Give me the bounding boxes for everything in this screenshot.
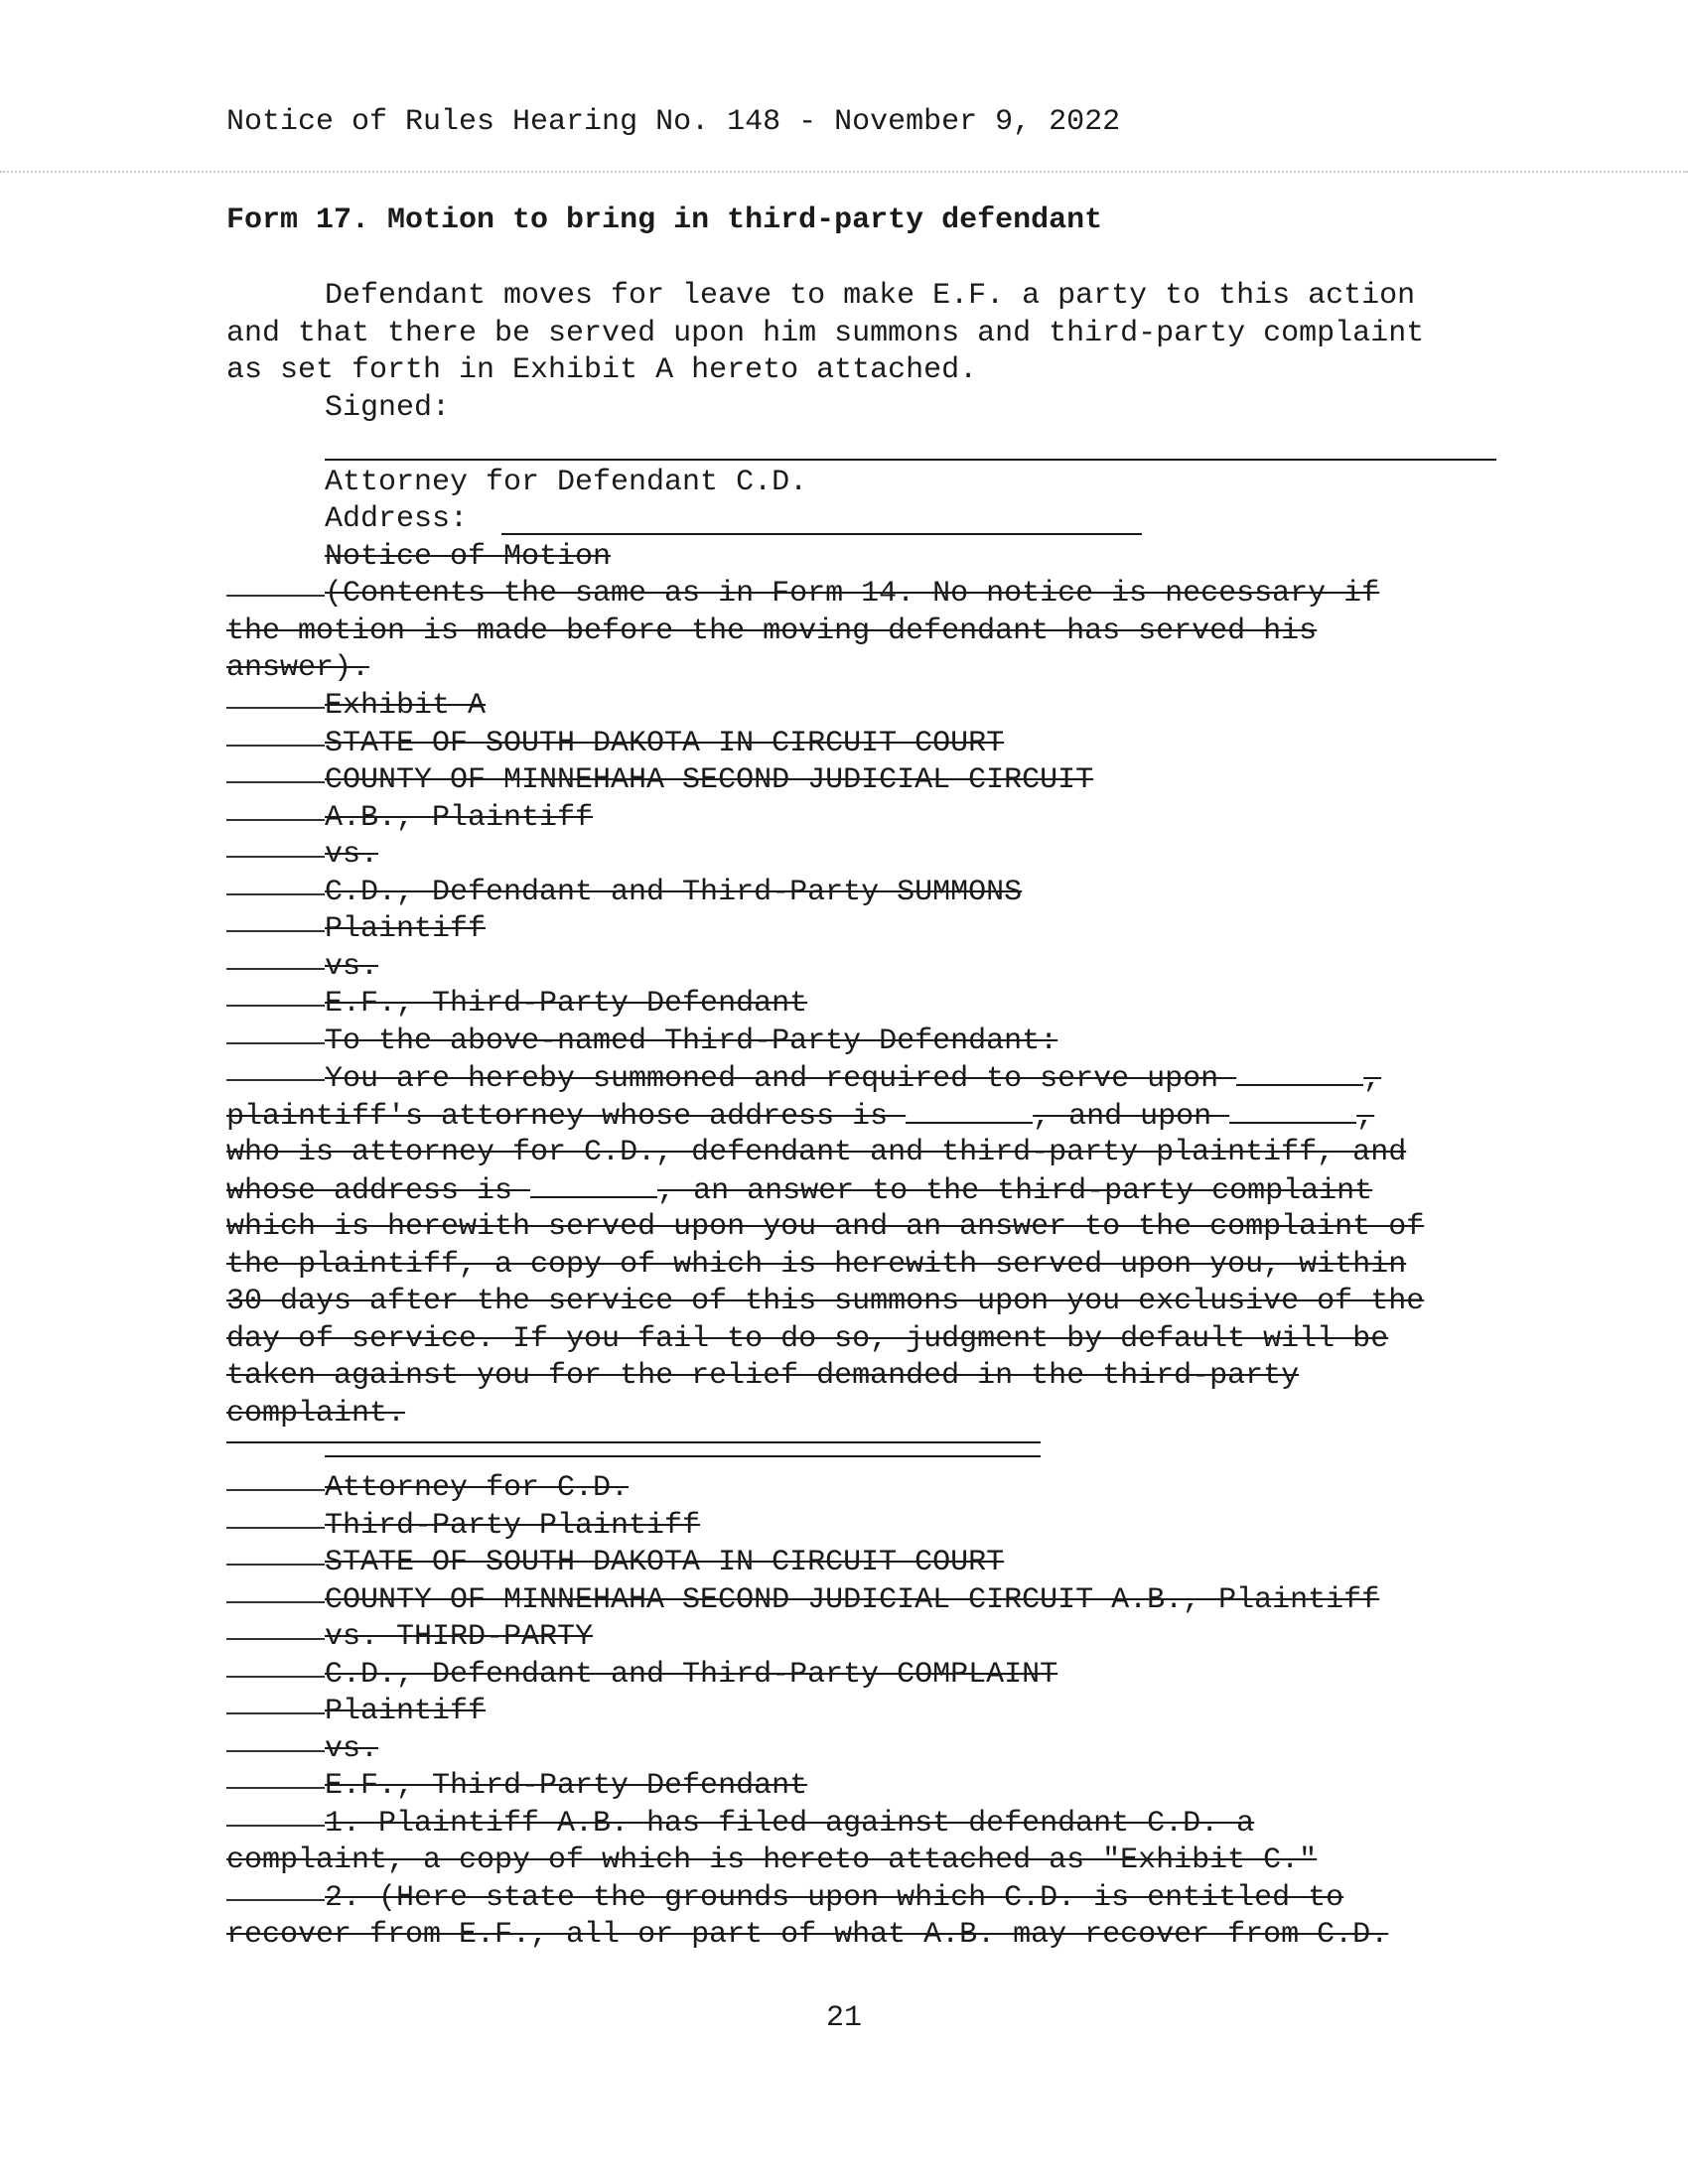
attorney-for-cd: Attorney for C.D. — [325, 1471, 630, 1505]
summons-line-4-end: , an answer to the third-party complaint — [657, 1174, 1373, 1208]
to-above-named: To the above-named Third-Party Defendant: — [325, 1024, 1058, 1058]
contents-line-2: the motion is made before the moving defendant has served his — [226, 614, 1318, 648]
exhibit-a-label: Exhibit A — [325, 689, 487, 723]
signature-line-cd — [226, 1441, 1041, 1443]
page-header: Notice of Rules Hearing No. 148 - November 9, 2022 — [226, 105, 1121, 139]
summons-line-1-text: You are hereby summoned and required to serve upon — [325, 1062, 1237, 1096]
indent-dash — [226, 1825, 325, 1827]
signed-label: Signed: — [325, 391, 451, 425]
motion-line-1: Defendant moves for leave to make E.F. a party to this action — [325, 279, 1416, 313]
county-caption-2: COUNTY OF MINNEHAHA SECOND JUDICIAL CIRCUIT A.B., Plaintiff — [325, 1583, 1380, 1617]
court-caption-1: STATE OF SOUTH DAKOTA IN CIRCUIT COURT — [325, 727, 1005, 760]
motion-line-2: and that there be served upon him summons and third-party complaint — [226, 317, 1425, 350]
signature-line-cd-2 — [325, 1455, 1041, 1457]
summons-line-8: day of service. If you fail to do so, judgment by default will be — [226, 1322, 1389, 1356]
indent-dash — [226, 1676, 325, 1678]
paragraph-1-line-1: 1. Plaintiff A.B. has filed against defendant C.D. a — [325, 1807, 1255, 1841]
indent-dash — [226, 1005, 325, 1007]
form-title: Form 17. Motion to bring in third-party defendant — [226, 204, 1103, 237]
page-number: 21 — [825, 2001, 862, 2035]
vs-2: vs. — [325, 950, 379, 984]
vs-third-party: vs. THIRD-PARTY — [325, 1620, 594, 1654]
vs-1: vs. — [325, 838, 379, 872]
indent-dash — [226, 1489, 325, 1491]
paragraph-2-line-1: 2. (Here state the grounds upon which C.D. is entitled to — [325, 1881, 1344, 1915]
indent-dash — [226, 745, 325, 747]
indent-dash — [226, 819, 325, 821]
signature-line — [325, 459, 1496, 461]
indent-dash — [226, 1638, 325, 1640]
summons-line-3: who is attorney for C.D., defendant and third-party plaintiff, and — [226, 1136, 1407, 1169]
vs-3: vs. — [325, 1732, 379, 1766]
indent-dash — [226, 968, 325, 970]
indent-dash — [226, 1042, 325, 1044]
indent-dash — [226, 1899, 325, 1901]
indent-dash — [226, 1712, 325, 1714]
indent-dash — [226, 595, 325, 597]
paragraph-2-line-2: recover from E.F., all or part of what A.B. may recover from C.D. — [226, 1918, 1389, 1952]
indent-dash — [226, 1750, 325, 1752]
summons-line-5: which is herewith served upon you and an answer to the complaint of — [226, 1210, 1425, 1244]
plaintiff-2: Plaintiff — [325, 1695, 487, 1728]
comma: , — [1363, 1062, 1382, 1096]
plaintiff-1: Plaintiff — [325, 912, 487, 946]
summons-line-6: the plaintiff, a copy of which is herewith served upon you, within — [226, 1248, 1407, 1282]
indent-dash — [226, 930, 325, 932]
summons-line-2-text: plaintiff's attorney whose address is — [226, 1100, 907, 1134]
ef-defendant-1: E.F., Third-Party Defendant — [325, 987, 808, 1021]
indent-dash — [226, 893, 325, 895]
summons-line-2-mid: , and upon — [1033, 1100, 1230, 1134]
motion-line-3: as set forth in Exhibit A hereto attached. — [226, 353, 978, 387]
indent-dash — [226, 781, 325, 783]
blank-plaintiff-attorney — [1236, 1060, 1363, 1086]
indent-dash — [226, 1787, 325, 1789]
notice-of-motion-title: Notice of Motion — [325, 540, 612, 574]
blank-cd-address — [530, 1172, 657, 1198]
summons-line-7: 30 days after the service of this summons upon you exclusive of the — [226, 1285, 1425, 1318]
cd-complaint: C.D., Defendant and Third-Party COMPLAINT — [325, 1658, 1058, 1692]
court-caption-2: STATE OF SOUTH DAKOTA IN CIRCUIT COURT — [325, 1546, 1005, 1579]
summons-line-4-text: whose address is — [226, 1174, 531, 1208]
comma: , — [1356, 1100, 1375, 1134]
ef-defendant-2: E.F., Third-Party Defendant — [325, 1769, 808, 1803]
county-caption-1: COUNTY OF MINNEHAHA SECOND JUDICIAL CIRCUIT — [325, 763, 1094, 797]
summons-line-2 — [226, 1098, 1374, 1135]
plaintiff-ab: A.B., Plaintiff — [325, 801, 594, 835]
contents-line-3: answer). — [226, 651, 370, 685]
summons-line-1 — [325, 1060, 1381, 1097]
cd-summons: C.D., Defendant and Third-Party SUMMONS — [325, 876, 1023, 909]
indent-dash — [226, 1564, 325, 1566]
address-line — [501, 533, 1142, 535]
blank-cd-attorney — [1229, 1098, 1356, 1124]
indent-dash — [226, 856, 325, 858]
indent-dash — [226, 1601, 325, 1603]
paragraph-1-line-2: complaint, a copy of which is hereto attached as "Exhibit C." — [226, 1843, 1318, 1877]
indent-dash — [226, 1527, 325, 1529]
summons-line-9: taken against you for the relief demanded in the third-party — [226, 1359, 1300, 1393]
contents-line-1: (Contents the same as in Form 14. No notice is necessary if — [325, 577, 1380, 611]
blank-plaintiff-address — [906, 1098, 1033, 1124]
attorney-label: Attorney for Defendant C.D. — [325, 466, 808, 499]
indent-dash — [226, 707, 325, 709]
address-label: Address: — [325, 502, 469, 536]
summons-line-4 — [226, 1172, 1372, 1209]
summons-line-10: complaint. — [226, 1397, 406, 1431]
header-divider — [0, 171, 1688, 173]
indent-dash — [226, 1079, 325, 1081]
third-party-plaintiff: Third-Party Plaintiff — [325, 1509, 701, 1543]
